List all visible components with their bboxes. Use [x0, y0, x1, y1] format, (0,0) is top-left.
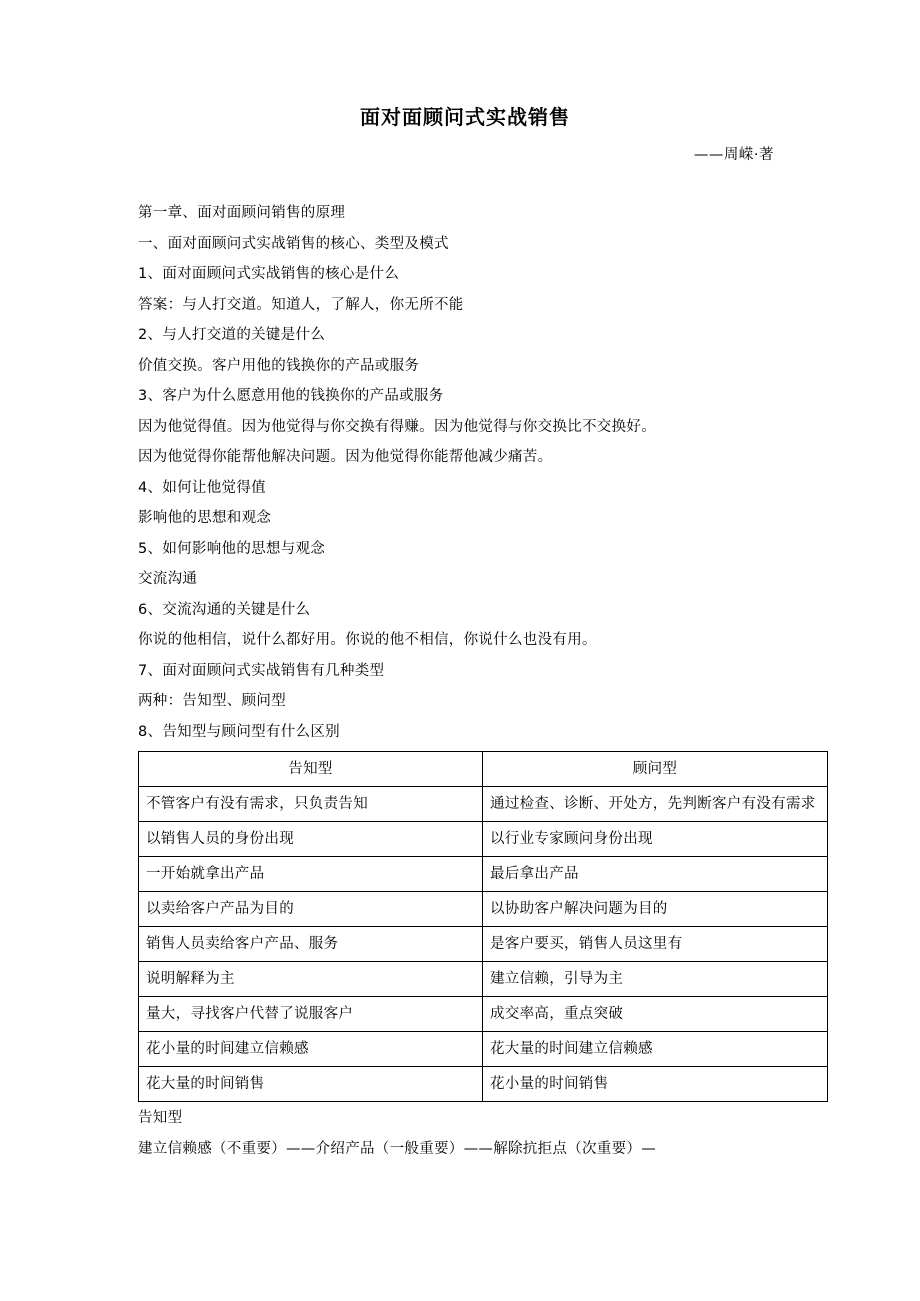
- paragraph: 因为他觉得你能帮他解决问题。因为他觉得你能帮他减少痛苦。: [138, 449, 553, 465]
- table-cell: 是客户要买，销售人员这里有: [483, 927, 828, 962]
- paragraph: 7、面对面顾问式实战销售有几种类型: [138, 662, 385, 679]
- table-cell: 成交率高，重点突破: [483, 997, 828, 1032]
- table-cell: 销售人员卖给客户产品、服务: [139, 927, 483, 962]
- table-row: [139, 997, 828, 1032]
- paragraph: 两种：告知型、顾问型: [138, 693, 286, 709]
- table-cell: 以销售人员的身份出现: [139, 822, 483, 857]
- table-row: [139, 752, 828, 787]
- table-cell: 以卖给客户产品为目的: [139, 892, 483, 927]
- table-row: [139, 927, 828, 962]
- paragraph: 影响他的思想和观念: [138, 510, 272, 526]
- table-row: [139, 857, 828, 892]
- table-header-cell: 顾问型: [483, 752, 828, 787]
- table-cell: 以行业专家顾问身份出现: [483, 822, 828, 857]
- table-row: [139, 892, 828, 927]
- paragraph: 5、如何影响他的思想与观念: [138, 540, 326, 557]
- paragraph: 2、与人打交道的关键是什么: [138, 327, 326, 343]
- paragraph: 答案：与人打交道。知道人，了解人，你无所不能: [138, 296, 464, 313]
- table-cell: 建立信赖，引导为主: [483, 962, 828, 997]
- paragraph: 建立信赖感（不重要）——介绍产品（一般重要）——解除抗拒点（次重要）—: [138, 1140, 656, 1157]
- paragraph: 6、交流沟通的关键是什么: [138, 601, 311, 618]
- table-cell: 量大，寻找客户代替了说服客户: [139, 997, 483, 1032]
- table-row: [139, 787, 828, 822]
- paragraph: 因为他觉得值。因为他觉得与你交换有得赚。因为他觉得与你交换比不交换好。: [138, 418, 656, 435]
- paragraph: 一、面对面顾问式实战销售的核心、类型及模式: [138, 235, 449, 252]
- table-cell: 说明解释为主: [139, 962, 483, 997]
- paragraph: 3、客户为什么愿意用他的钱换你的产品或服务: [138, 388, 444, 404]
- paragraph: 8、告知型与顾问型有什么区别: [138, 723, 340, 740]
- table-cell: 以协助客户解决问题为目的: [483, 892, 828, 927]
- table-cell: 最后拿出产品: [483, 857, 828, 892]
- table-cell: 一开始就拿出产品: [139, 857, 483, 892]
- document-body-continued: [138, 1103, 792, 1164]
- table-row: [139, 962, 828, 997]
- table-row: [139, 1067, 828, 1102]
- paragraph: 4、如何让他觉得值: [138, 479, 266, 496]
- table-cell: 花小量的时间建立信赖感: [139, 1032, 483, 1067]
- comparison-table: [138, 751, 828, 1102]
- paragraph: 交流沟通: [138, 571, 198, 587]
- page-title: 面对面顾问式实战销售: [360, 105, 570, 129]
- paragraph: 告知型: [138, 1110, 183, 1126]
- paragraph: 第一章、面对面顾问销售的原理: [138, 205, 346, 221]
- table-cell: 花小量的时间销售: [483, 1067, 828, 1102]
- author-byline: ——周嵘·著: [693, 147, 774, 163]
- table-row: [139, 1032, 828, 1067]
- table-cell: 不管客户有没有需求，只负责告知: [139, 787, 483, 822]
- paragraph: 1、面对面顾问式实战销售的核心是什么: [138, 266, 400, 282]
- paragraph: 价值交换。客户用他的钱换你的产品或服务: [138, 357, 420, 374]
- paragraph: 你说的他相信，说什么都好用。你说的他不相信，你说什么也没有用。: [138, 632, 597, 648]
- table-header-cell: 告知型: [139, 752, 483, 787]
- document-body: [138, 198, 792, 747]
- table-cell: 花大量的时间建立信赖感: [483, 1032, 828, 1067]
- table-cell: 通过检查、诊断、开处方，先判断客户有没有需求: [483, 787, 828, 822]
- table-cell: 花大量的时间销售: [139, 1067, 483, 1102]
- table-row: [139, 822, 828, 857]
